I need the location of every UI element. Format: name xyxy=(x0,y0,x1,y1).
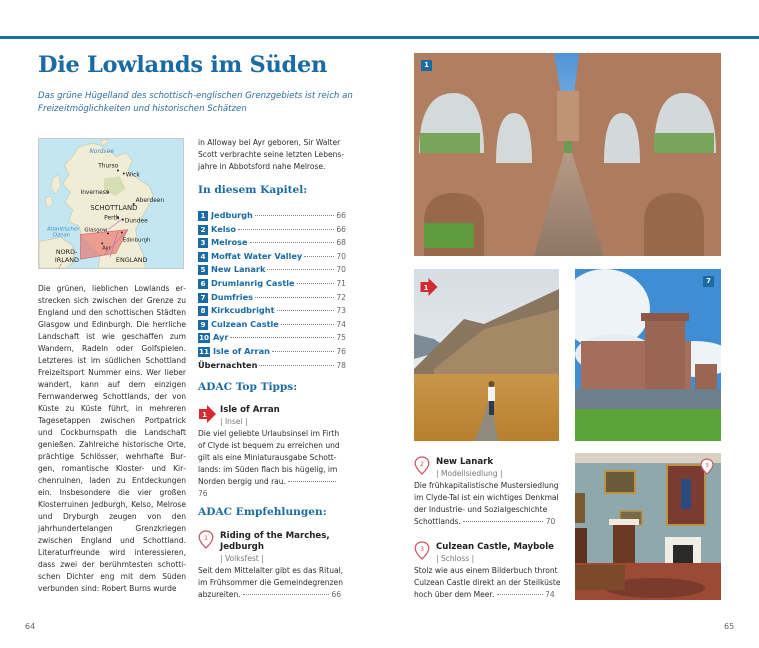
toc-number-badge: 11 xyxy=(199,346,210,356)
toc-page: 75 xyxy=(336,333,346,343)
toc-number-badge: 10 xyxy=(199,333,210,343)
toc-label: Culzean Castle xyxy=(211,318,279,329)
svg-text:1: 1 xyxy=(204,535,208,542)
overview-map xyxy=(38,138,184,269)
map-label-ozean: Ozean xyxy=(52,232,71,239)
map-pin-icon xyxy=(700,458,714,475)
toc-leader-dots xyxy=(259,365,334,366)
map-label-inverness: Inverness xyxy=(80,190,109,197)
toc-leader-dots xyxy=(277,310,335,311)
chapter-heading: In diesem Kapitel: xyxy=(198,184,308,196)
intro-text-col2: in Alloway bei Ayr geboren, Sir Walter Scott verbrachte seine letzten Lebensjahre in Abbotsford nahe Melrose. xyxy=(198,138,345,172)
tipp-page: 70 xyxy=(545,517,556,526)
toc-number-badge: 9 xyxy=(198,320,208,330)
top-rule xyxy=(0,36,759,39)
empfehlung-item xyxy=(414,457,562,528)
svg-text:1: 1 xyxy=(423,284,429,292)
toc-page: 74 xyxy=(336,319,346,329)
map-label-perth: Perth xyxy=(104,215,120,222)
photo-jedburgh-abbey xyxy=(414,53,721,256)
tipp-type: | Volksfest | xyxy=(220,554,264,563)
toc-number-badge: 3 xyxy=(198,238,208,248)
tipp-type: | Modellsiedlung | xyxy=(436,469,503,478)
toc-item[interactable] xyxy=(198,305,346,319)
toc-number-badge: 7 xyxy=(198,293,208,303)
toc-page: 66 xyxy=(336,211,346,220)
toc-page: 66 xyxy=(336,224,346,234)
toc-leader-dots xyxy=(250,242,335,243)
toc-number-badge: 2 xyxy=(198,225,208,235)
svg-text:1: 1 xyxy=(202,411,207,419)
intro-text-col1: Die grünen, lieblichen Lowlands erstrecken sich zwischen der Grenze zu England und den schottischen Städten Glasgow und Edinburgh. Die herrliche Landschaft ist wie geschaffen zum Wandern, Radeln oder Golfspielen. Letzteres ist im südlichen Schottland Freizeitsport Nummer eins. Wer lieber wandert, kann auf dem einzigen Fernwanderweg Schottlands, der von Küste zu Küste führt, in mehreren Tagesetappen zwischen Portpatrick und Cockburnspath die Landschaft genießen. Zahlreiche historische Orte, prächtige Schlösser, wehrhafte Burgen, romantische Kloster- und Kirchenruinen, laden zu Entdeckungen ein. Insbesondere die vier großen Klosterruinen Jedburgh, Kelso, Melrose und Dryburgh zeugen von den jahrhundertelangen Grenzkriegen zwischen England und Schottland. Literaturfreunde wird interessieren, dass zwei der berühmtesten schottischen Dichter eng mit dem Süden verbunden sind: Robert Burns wurde xyxy=(38,284,186,594)
svg-text:2: 2 xyxy=(420,461,424,468)
tipp-description: Die viel geliebte Urlaubsinsel im Firth of Clyde ist bequem zu erreichen und gilt als eine Miniaturausgabe Schottlands: im Süden flach bis hügelig, im Norden bergig und rau. 76 xyxy=(198,429,340,498)
toc-item[interactable] xyxy=(198,319,346,333)
top-tipp-arrow-icon xyxy=(198,405,216,423)
toc-label: Kirkcudbright xyxy=(211,305,275,316)
tipp-title[interactable]: New Lanark xyxy=(436,457,494,467)
map-label-aberdeen: Aberdeen xyxy=(135,198,165,205)
photo-badge-number: 1 xyxy=(421,60,432,71)
top-tipp-item xyxy=(198,405,348,500)
empfehlung-item xyxy=(414,542,562,601)
photo-isle-of-arran xyxy=(414,269,559,441)
toc-page: 73 xyxy=(336,306,346,316)
map-label-nordirland-1: NORD- xyxy=(55,248,78,257)
toc-leader-dots xyxy=(304,256,334,257)
toc-leader-dots xyxy=(255,297,334,298)
toc-label: New Lanark xyxy=(211,264,266,275)
map-label-nordirland-2: IRLAND xyxy=(54,256,79,265)
toc-leader-dots xyxy=(230,337,334,338)
map-label-thurso: Thurso xyxy=(98,163,119,170)
svg-text:3: 3 xyxy=(420,546,424,553)
toc-item[interactable] xyxy=(198,292,346,306)
toc-page: 71 xyxy=(336,278,346,288)
toc-label: Drumlanrig Castle xyxy=(211,277,295,288)
toc-item[interactable] xyxy=(198,251,346,265)
toc-label: Dumfries xyxy=(211,291,253,302)
tipp-title[interactable]: Culzean Castle, Maybole xyxy=(436,542,554,552)
empfehlung-item xyxy=(198,531,348,601)
page-subtitle: Das grüne Hügelland des schottisch-englischen Grenzgebiets ist reich an Freizeitmöglichkeiten und historischen Schätzen xyxy=(38,91,353,114)
map-label-schottland: SCHOTTLAND xyxy=(90,203,138,212)
map-label-ayr: Ayr xyxy=(102,245,111,252)
toc-label: Moffat Water Valley xyxy=(211,250,303,261)
svg-text:3: 3 xyxy=(705,462,709,469)
map-label-glasgow: Glasgow xyxy=(84,227,108,234)
toc-label: Ayr xyxy=(213,332,229,343)
tipp-description: Die frühkapitalistische Mustersiedlung im Clyde-Tal ist ein wichtiges Denkmal der Industrie- und Sozialgeschichte Schottlands. 70 xyxy=(414,481,559,526)
tipp-description: Stolz wie aus einem Bilderbuch thront Culzean Castle direkt an der Steilküste hoch über dem Meer. 74 xyxy=(414,566,561,599)
toc-item[interactable] xyxy=(198,332,346,346)
scotland-map-graphic xyxy=(39,139,183,268)
toc-page: 68 xyxy=(336,238,346,248)
toc-page: 76 xyxy=(336,346,346,356)
toc-leader-dots xyxy=(297,283,335,284)
toc-label: Jedburgh xyxy=(211,210,253,220)
toc-label: Kelso xyxy=(211,223,237,234)
photo-culzean-interior xyxy=(575,453,721,600)
map-pin-icon xyxy=(414,541,430,560)
chapter-toc xyxy=(198,210,346,373)
map-label-nordsee: Nordsee xyxy=(89,148,114,155)
toc-item-uebernachten[interactable] xyxy=(198,360,346,374)
toc-item[interactable] xyxy=(198,278,346,292)
toc-label: Melrose xyxy=(211,237,248,248)
page-title: Die Lowlands im Süden xyxy=(38,52,328,78)
toc-page: 72 xyxy=(336,292,346,302)
map-label-dundee: Dundee xyxy=(124,218,148,225)
toc-number-badge: 1 xyxy=(198,211,208,221)
tipp-title[interactable]: Riding of the Marches, Jedburgh xyxy=(220,531,330,552)
photo-caerlaverock-castle xyxy=(575,269,721,441)
toc-page: 70 xyxy=(336,251,346,261)
toc-leader-dots xyxy=(272,351,334,352)
toc-number-badge: 4 xyxy=(198,252,208,262)
map-pin-icon xyxy=(198,530,214,549)
toc-number-badge: 8 xyxy=(198,306,208,316)
map-label-edinburgh: Edinburgh xyxy=(122,237,151,244)
map-label-england: ENGLAND xyxy=(115,256,148,265)
map-label-wick: Wick xyxy=(125,172,140,179)
toc-item[interactable] xyxy=(198,264,346,278)
tipp-description: Seit dem Mittelalter gibt es das Ritual, im Frühsommer die Gemeindegrenzen abzureiten. 66 xyxy=(198,566,344,599)
toc-number-badge: 6 xyxy=(198,279,208,289)
top-tipps-heading: ADAC Top Tipps: xyxy=(198,381,298,393)
tipp-type: | Schloss | xyxy=(436,554,475,563)
toc-leader-dots xyxy=(267,269,334,270)
tipp-title[interactable]: Isle of Arran xyxy=(220,405,280,415)
top-tipp-arrow-icon xyxy=(419,278,438,296)
tipp-page: 76 xyxy=(198,489,208,498)
page-number-left: 64 xyxy=(25,622,36,631)
map-pin-icon xyxy=(414,456,430,475)
toc-item[interactable] xyxy=(198,224,346,238)
toc-page: 70 xyxy=(336,265,346,275)
photo-badge-number: 7 xyxy=(703,276,714,287)
toc-page: 78 xyxy=(336,360,346,370)
toc-item[interactable] xyxy=(198,237,346,251)
toc-label: Übernachten xyxy=(198,359,258,370)
toc-item[interactable] xyxy=(198,210,346,224)
toc-leader-dots xyxy=(281,324,334,325)
toc-item[interactable] xyxy=(198,346,346,360)
tipp-page: 66 xyxy=(331,590,342,599)
map-label-atlantik: Atlantischer xyxy=(46,226,80,233)
tipp-type: | Insel | xyxy=(220,417,248,426)
empfehlungen-heading: ADAC Empfehlungen: xyxy=(198,506,327,518)
toc-label: Isle of Arran xyxy=(213,345,270,356)
toc-number-badge: 5 xyxy=(198,265,208,275)
page-number-right: 65 xyxy=(724,622,735,631)
toc-leader-dots xyxy=(238,229,334,230)
tipp-page: 74 xyxy=(545,590,555,599)
toc-leader-dots xyxy=(255,215,334,216)
